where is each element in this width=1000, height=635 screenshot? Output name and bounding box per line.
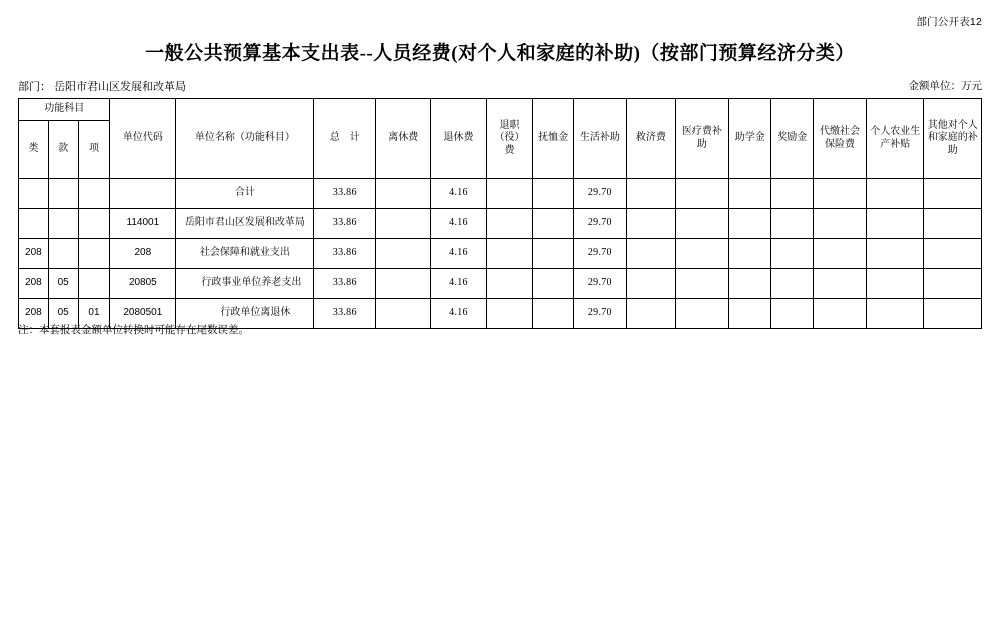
header-unit-name: 单位名称（功能科目） — [176, 99, 314, 179]
cell-award — [771, 299, 814, 329]
cell-total: 33.86 — [314, 209, 376, 239]
cell-unit-code: 208 — [110, 239, 176, 269]
cell-pension — [533, 299, 573, 329]
cell-retire-rest — [376, 239, 431, 269]
cell-medical-allowance — [675, 269, 728, 299]
table-row — [19, 179, 982, 209]
cell-other-subsidy — [924, 209, 982, 239]
cell-award — [771, 179, 814, 209]
header-unit-code: 单位代码 — [110, 99, 176, 179]
footnote: 注：本套报表金额单位转换时可能存在尾数误差。 — [18, 324, 249, 336]
cell-living-allowance: 29.70 — [573, 299, 626, 329]
cell-scholarship — [728, 179, 771, 209]
cell-living-allowance: 29.70 — [573, 269, 626, 299]
cell-other-subsidy — [924, 269, 982, 299]
cell-xiang — [78, 269, 110, 299]
cell-unit-name: 合计 — [176, 179, 314, 209]
cell-living-allowance: 29.70 — [573, 179, 626, 209]
cell-total: 33.86 — [314, 179, 376, 209]
cell-social-insurance — [813, 269, 866, 299]
cell-farmer-subsidy — [867, 239, 924, 269]
cell-kuan — [48, 179, 78, 209]
department-line — [18, 78, 186, 94]
cell-pension — [533, 209, 573, 239]
cell-retire: 4.16 — [431, 269, 486, 299]
header-farmer-subsidy: 个人农业生产补贴 — [867, 99, 924, 179]
cell-pension — [533, 269, 573, 299]
cell-unit-code: 114001 — [110, 209, 176, 239]
cell-other-subsidy — [924, 299, 982, 329]
cell-total: 33.86 — [314, 269, 376, 299]
cell-class — [19, 209, 49, 239]
header-pension: 抚恤金 — [533, 99, 573, 179]
cell-kuan — [48, 239, 78, 269]
cell-xiang — [78, 239, 110, 269]
cell-retire-rest — [376, 269, 431, 299]
cell-social-insurance — [813, 239, 866, 269]
header-class: 类 — [19, 121, 49, 179]
header-medical-allowance: 医疗费补助 — [675, 99, 728, 179]
header-relief: 救济费 — [626, 99, 675, 179]
cell-class — [19, 179, 49, 209]
cell-xiang — [78, 209, 110, 239]
cell-xiang: 01 — [78, 299, 110, 329]
cell-xiang — [78, 179, 110, 209]
header-living-allowance: 生活补助 — [573, 99, 626, 179]
cell-kuan: 05 — [48, 299, 78, 329]
cell-unit-code — [110, 179, 176, 209]
cell-unit-code: 20805 — [110, 269, 176, 299]
header-total: 总 计 — [314, 99, 376, 179]
cell-scholarship — [728, 269, 771, 299]
cell-kuan — [48, 209, 78, 239]
cell-relief — [626, 209, 675, 239]
header-social-insurance: 代缴社会保险费 — [813, 99, 866, 179]
cell-award — [771, 269, 814, 299]
header-other-subsidy: 其他对个人和家庭的补助 — [924, 99, 982, 179]
page-title: 一般公共预算基本支出表--人员经费(对个人和家庭的补助)（按部门预算经济分类） — [145, 43, 855, 64]
cell-relief — [626, 299, 675, 329]
cell-unit-name: 岳阳市君山区发展和改革局 — [176, 209, 314, 239]
cell-resign — [486, 299, 533, 329]
cell-kuan: 05 — [48, 269, 78, 299]
cell-relief — [626, 179, 675, 209]
amount-unit-note: 金额单位：万元 — [908, 80, 982, 92]
cell-total: 33.86 — [314, 299, 376, 329]
cell-resign — [486, 179, 533, 209]
department-name: 岳阳市君山区发展和改革局 — [54, 81, 187, 93]
cell-resign — [486, 209, 533, 239]
cell-unit-name: 行政事业单位养老支出 — [176, 269, 314, 299]
cell-retire: 4.16 — [431, 299, 486, 329]
cell-retire: 4.16 — [431, 239, 486, 269]
cell-retire: 4.16 — [431, 209, 486, 239]
table-row — [19, 239, 982, 269]
table-row — [19, 209, 982, 239]
cell-retire-rest — [376, 179, 431, 209]
cell-farmer-subsidy — [867, 269, 924, 299]
cell-living-allowance: 29.70 — [573, 239, 626, 269]
cell-total: 33.86 — [314, 239, 376, 269]
cell-retire-rest — [376, 299, 431, 329]
cell-relief — [626, 239, 675, 269]
cell-farmer-subsidy — [867, 209, 924, 239]
cell-scholarship — [728, 209, 771, 239]
cell-class: 208 — [19, 269, 49, 299]
header-retire: 退休费 — [431, 99, 486, 179]
table-header-group-row — [19, 99, 982, 121]
table-body — [19, 179, 982, 329]
cell-unit-code: 2080501 — [110, 299, 176, 329]
cell-award — [771, 209, 814, 239]
cell-scholarship — [728, 239, 771, 269]
header-award: 奖励金 — [771, 99, 814, 179]
header-resign: 退职（役）费 — [486, 99, 533, 179]
cell-pension — [533, 179, 573, 209]
cell-retire-rest — [376, 209, 431, 239]
table-row — [19, 269, 982, 299]
cell-relief — [626, 269, 675, 299]
cell-living-allowance: 29.70 — [573, 209, 626, 239]
header-xiang: 项 — [78, 121, 110, 179]
department-label: 部门： — [18, 81, 51, 93]
cell-pension — [533, 239, 573, 269]
cell-medical-allowance — [675, 209, 728, 239]
header-kuan: 款 — [48, 121, 78, 179]
cell-resign — [486, 269, 533, 299]
cell-unit-name: 行政单位离退休 — [176, 299, 314, 329]
cell-other-subsidy — [924, 239, 982, 269]
form-number: 部门公开表12 — [916, 16, 982, 28]
cell-social-insurance — [813, 299, 866, 329]
header-function-subject: 功能科目 — [19, 99, 110, 121]
cell-farmer-subsidy — [867, 299, 924, 329]
cell-medical-allowance — [675, 239, 728, 269]
cell-class: 208 — [19, 299, 49, 329]
cell-resign — [486, 239, 533, 269]
budget-table — [18, 98, 982, 329]
header-scholarship: 助学金 — [728, 99, 771, 179]
cell-retire: 4.16 — [431, 179, 486, 209]
cell-unit-name: 社会保障和就业支出 — [176, 239, 314, 269]
cell-farmer-subsidy — [867, 179, 924, 209]
cell-social-insurance — [813, 209, 866, 239]
cell-medical-allowance — [675, 179, 728, 209]
cell-social-insurance — [813, 179, 866, 209]
cell-scholarship — [728, 299, 771, 329]
cell-class: 208 — [19, 239, 49, 269]
cell-other-subsidy — [924, 179, 982, 209]
cell-medical-allowance — [675, 299, 728, 329]
cell-award — [771, 239, 814, 269]
header-retire-rest: 离休费 — [376, 99, 431, 179]
